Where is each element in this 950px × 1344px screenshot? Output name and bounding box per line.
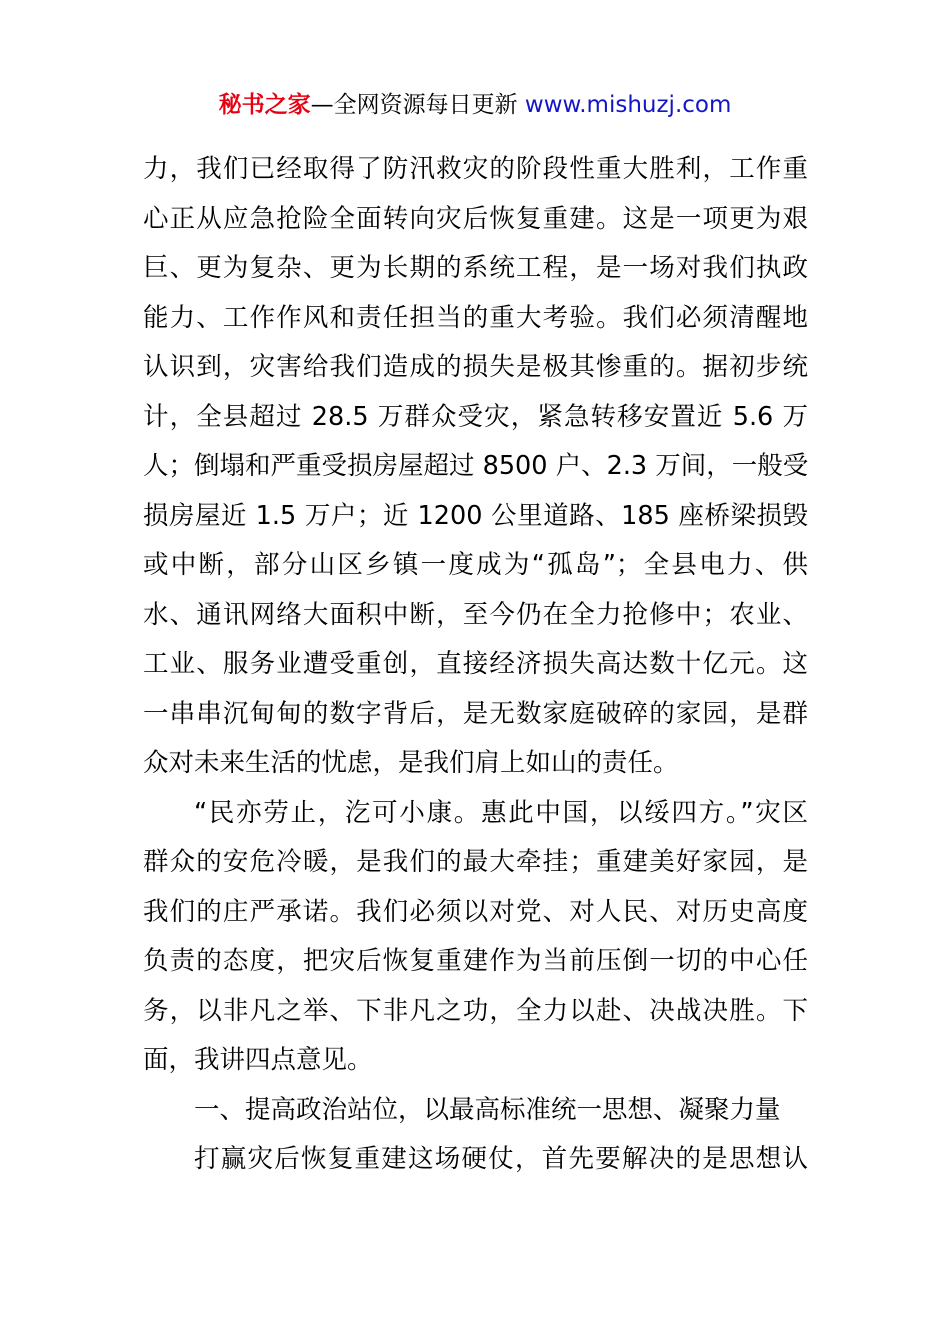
text-line: 群众的安危冷暖，是我们的最大牵挂；重建美好家园，是 [143,847,808,877]
text-line: 认识到，灾害给我们造成的损失是极其惨重的。据初步统 [143,352,808,382]
text-line: 工业、服务业遭受重创，直接经济损失高达数十亿元。这 [143,649,808,679]
document-body [143,145,808,1185]
text-line: 众对未来生活的忧虑，是我们肩上如山的责任。 [143,748,679,778]
header-brand: 秘书之家 [218,92,311,118]
header-tagline: —全网资源每日更新 [310,92,525,118]
text-line: 我们的庄严承诺。我们必须以对党、对人民、对历史高度 [143,896,808,927]
text-line: 务，以非凡之举、下非凡之功，全力以赴、决战决胜。下 [143,995,808,1026]
text-line: 损房屋近 1.5 万户；近 1200 公里道路、185 座桥梁损毁 [143,500,808,531]
text-line: 面，我讲四点意见。 [143,1045,373,1075]
text-line: 巨、更为复杂、更为长期的系统工程，是一场对我们执政 [143,253,808,283]
text-line: 水、通讯网络大面积中断，至今仍在全力抢修中；农业、 [143,599,808,630]
text-line: 一串串沉甸甸的数字背后，是无数家庭破碎的家园，是群 [143,698,808,729]
header-url[interactable]: www.mishuzj.com [524,92,732,118]
text-line: 心正从应急抢险全面转向灾后恢复重建。这是一项更为艰 [143,203,808,234]
site-header [0,88,950,122]
text-line: 打赢灾后恢复重建这场硬仗，首先要解决的是思想认 [194,1144,808,1174]
section-heading: 一、提高政治站位，以最高标准统一思想、凝聚力量 [194,1094,781,1125]
text-line: 力，我们已经取得了防汛救灾的阶段性重大胜利，工作重 [143,154,808,184]
text-line: 计，全县超过 28.5 万群众受灾，紧急转移安置近 5.6 万 [143,401,808,432]
text-line: 负责的态度，把灾后恢复重建作为当前压倒一切的中心任 [143,946,808,976]
text-line: 人；倒塌和严重受损房屋超过 8500 户、2.3 万间，一般受 [143,451,808,481]
text-line: 能力、工作作风和责任担当的重大考验。我们必须清醒地 [143,302,808,333]
text-line: 或中断，部分山区乡镇一度成为“孤岛”；全县电力、供 [143,550,808,580]
text-line: “民亦劳止，汔可小康。惠此中国，以绥四方。”灾区 [194,797,808,828]
